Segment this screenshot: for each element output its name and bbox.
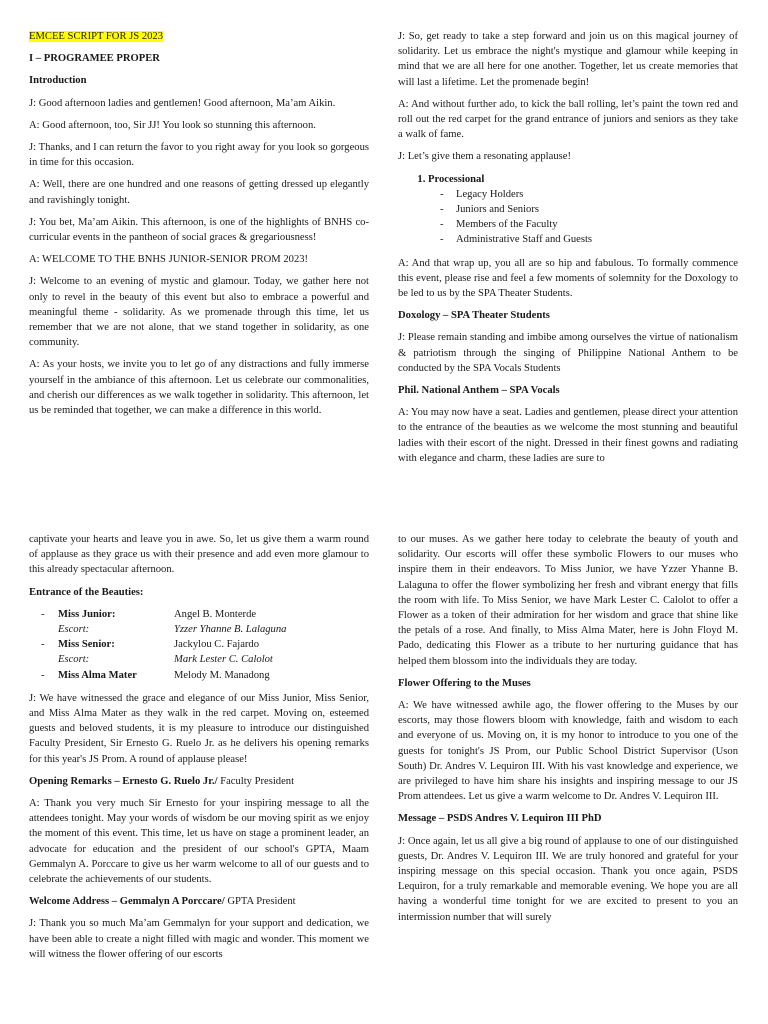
processional-heading: 1. Processional - Legacy Holders - Juniors and Seniors - Members of the Faculty - Administrative Staff and Guests — [428, 172, 738, 248]
processional-item: - Administrative Staff and Guests — [440, 232, 738, 247]
processional-item: - Legacy Holders — [440, 187, 738, 202]
beauty-row: - Miss Junior: Angel B. Monterde — [41, 607, 286, 622]
flower-offering-heading: Flower Offering to the Muses — [398, 677, 531, 689]
introduction-heading: Introduction — [29, 75, 87, 87]
welcome-address-heading: Welcome Address – Gemmalyn A Porccare/ GPTA President — [29, 896, 296, 908]
script-paragraph: A: WELCOME TO THE BNHS JUNIOR-SENIOR PROM 2023! — [29, 254, 309, 266]
script-paragraph: A: And that wrap up, you all are so hip and fabulous. To formally commence this event, please rise and feel a few moments of solemnity for the Doxology to be led to us by the SPA Theater Students. — [398, 257, 738, 300]
script-paragraph: J: Please remain standing and imbibe among ourselves the virtue of nationalism & patriotism through the singing of Philippine National Anthem to be conducted by the SPA Vocals Students — [398, 332, 738, 374]
escort-row — [41, 652, 286, 667]
anthem-heading: Phil. National Anthem – SPA Vocals — [398, 385, 560, 397]
message-heading: Message – PSDS Andres V. Lequiron III PhD — [398, 813, 602, 825]
beauty-name: Angel B. Monterde — [174, 608, 257, 620]
opening-remarks-heading: Opening Remarks – Ernesto G. Ruelo Jr./ Faculty President — [29, 775, 295, 787]
processional-item: - Juniors and Seniors — [440, 202, 738, 217]
script-paragraph: A: You may now have a seat. Ladies and gentlemen, please direct your attention to the entrance of the beauties as we welcome the most stunning and beautiful ladies with their escort of the night. Dressed in their finest gowns and radiating with elegance and charm, these ladies are sure to — [398, 407, 738, 464]
beauties-heading: Entrance of the Beauties: — [29, 586, 144, 598]
script-paragraph: J: We have witnessed the grace and elegance of our Miss Junior, Miss Senior, and Miss Alma Mater as they walk in the red carpet. Moving on, esteemed guests and beloved students, it is my pleasure to introduce our distinguished Faculty President, Sir Ernesto G. Ruelo Jr. as he delivers his opening remarks for this year's JS Prom. A round of applause please! — [29, 692, 369, 765]
script-paragraph: A: Good afternoon, too, Sir JJ! You look so stunning this afternoon. — [29, 119, 316, 131]
escort-name: Mark Lester C. Calolot — [174, 654, 273, 666]
beauty-name: Jackylou C. Fajardo — [174, 639, 260, 651]
processional-item: - Members of the Faculty — [440, 217, 738, 232]
script-paragraph: to our muses. As we gather here today to celebrate the beauty of youth and solidarity. Our escorts will offer these symbolic Flowers to our muses who inspire them in their endeavors. To Miss Junior, we have Yzzer Yhanne B. Lalaguna to offer the flower symbolizing her fresh and vibrant energy that fills the room with life. To Miss Senior, we have Mark Lester C. Calolot to offer a Flower as a token of their admiration for her wisdom and grace that shine like the petals of a rose. And finally, to Miss Alma Mater, here is John Floyd M. Pado, dedicating this Flower as a tribute to her nurturing guidance that has helped them blossom into the individuals they are today. — [398, 534, 738, 667]
script-paragraph: A: We have witnessed awhile ago, the flower offering to the Muses by our escorts, may those flowers bloom with knowledge, faith and wisdom to each and everyone of us. Moving on, it is my honor to introduce to you one of the guests for tonight's JS Prom, our Public School District Supervisor (Uson South) Dr. Andres V. Lequiron III. With his vast knowledge and experience, we are privileged to have him share his insights and inspiring message to our JS Prom attendees. Let us give a warm welcome to Dr. Andres V. Lequiron III. — [398, 700, 738, 803]
script-paragraph: J: So, get ready to take a step forward and join us on this magical journey of solidarity. Let us embrace the night's mystique and glamour while keeping in mind that we are all here for one another. Together, let us create memories that will last a lifetime. Let the promenade begin! — [398, 31, 738, 88]
escort-name: Yzzer Yhanne B. Lalaguna — [174, 624, 287, 636]
script-paragraph: J: Good afternoon ladies and gentlemen! Good afternoon, Ma’am Aikin. — [29, 97, 336, 109]
escort-row — [41, 622, 286, 637]
doxology-heading: Doxology – SPA Theater Students — [398, 310, 550, 322]
beauties-table — [41, 607, 286, 683]
escort-role: Escort: — [58, 624, 90, 636]
processional-list — [398, 172, 738, 248]
script-paragraph: A: Thank you very much Sir Ernesto for your inspiring message to all the attendees tonight. May your words of wisdom be our moving spirit as we enjoy the moment of this event. This time, let us have on stage a prominent leader, an advocate for education and the president of our school's GPTA, Maam Gemmalyn A. Porccare to give us her warm welcome to all of our guests and to celebrate the achievements of our students. — [29, 798, 369, 886]
escort-role: Escort: — [58, 654, 90, 666]
column-bottom-right — [398, 532, 738, 932]
script-paragraph: J: Welcome to an evening of mystic and glamour. Today, we gather here not only to revel in the beauty of this event but also to embrace a powerful and meaningful theme - solidarity. As we promenade through this time, let us remember that we are not alone, that we stand together in solidarity, as one community. — [29, 276, 369, 349]
script-paragraph: J: Let’s give them a resonating applause! — [398, 151, 571, 163]
script-paragraph: A: And without further ado, to kick the ball rolling, let’s paint the town red and roll out the red carpet for the grand entrance of juniors and seniors as they take a walk of fame. — [398, 98, 738, 141]
script-paragraph: J: Thank you so much Ma’am Gemmalyn for your support and dedication, we have been able to create a night filled with magic and wonder. This moment we will witness the flower offering of our escorts — [29, 918, 369, 960]
script-paragraph: A: Well, there are one hundred and one reasons of getting dressed up elegantly and ravishingly tonight. — [29, 179, 369, 206]
beauty-role: Miss Senior: — [58, 639, 115, 651]
document-title: EMCEE SCRIPT FOR JS 2023 — [29, 31, 164, 42]
script-paragraph: captivate your hearts and leave you in awe. So, let us give them a warm round of applause as they grace us with their presence and add even more glamour to this already spectacular afternoon. — [29, 534, 369, 576]
beauty-role: Miss Alma Mater — [58, 669, 137, 681]
section-title: I – PROGRAMEE PROPER — [29, 53, 160, 65]
script-paragraph: A: As your hosts, we invite you to let go of any distractions and fully immerse yourself in the ambiance of this afternoon. Let us celebrate our commonalities, and cherish our differences as we walk together in solidarity. This afternoon, let us be reminded that together, we can make a difference in this world. — [29, 359, 369, 417]
column-top-right — [398, 29, 738, 473]
column-bottom-left — [29, 532, 369, 969]
beauty-row: - Miss Senior: Jackylou C. Fajardo — [41, 637, 286, 652]
column-top-left — [29, 29, 369, 425]
beauty-role: Miss Junior: — [58, 608, 116, 620]
script-paragraph: J: You bet, Ma’am Aikin. This afternoon, is one of the highlights of BNHS co-curricular events in the pantheon of social graces & gregariousness! — [29, 216, 369, 244]
beauty-row: - Miss Alma Mater Melody M. Manadong — [41, 668, 286, 683]
script-paragraph: J: Once again, let us all give a big round of applause to one of our distinguished guests, Dr. Andres V. Lequiron III. We are truly honored and grateful for your inspiring message on this special occasion. Thank you once again, PSDS Lequiron, for a truly remarkable and memorable evening. We hope you are all having a wonderful time tonight for we are excited to present to you an intermission number that will surely — [398, 835, 738, 923]
beauty-name: Melody M. Manadong — [174, 669, 270, 681]
script-paragraph: J: Thanks, and I can return the favor to you right away for you look so gorgeous in time for this occasion. — [29, 142, 369, 169]
